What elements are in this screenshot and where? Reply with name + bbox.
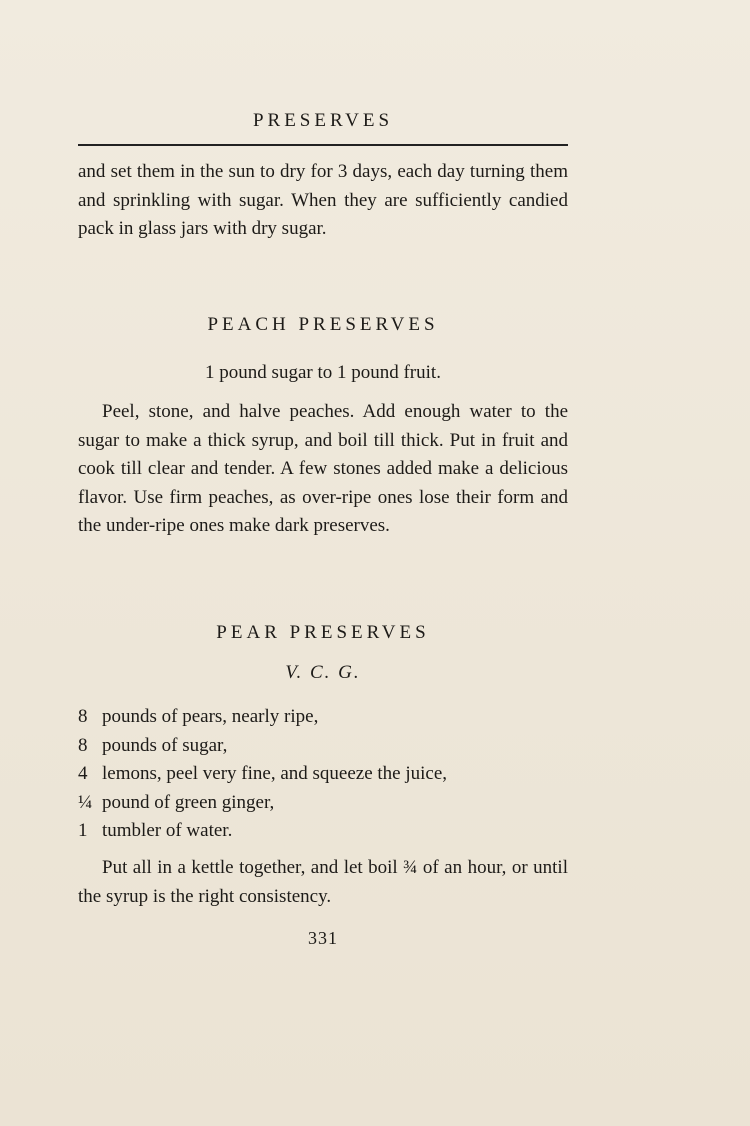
list-item (78, 817, 568, 846)
ingredient-quantity: 8 (78, 706, 88, 727)
running-head: PRESERVES (252, 110, 394, 131)
list-item (78, 789, 568, 818)
pear-preserves-heading: PEAR PRESERVES (216, 622, 430, 643)
ingredient-quantity: 1 (78, 820, 88, 841)
peach-preserves-heading: PEACH PRESERVES (207, 314, 439, 335)
ingredient-quantity: 4 (78, 763, 88, 784)
peach-proportion: 1 pound sugar to 1 pound fruit. (205, 362, 441, 383)
ingredient-quantity: 8 (78, 734, 88, 756)
header-rule (78, 144, 568, 146)
ingredient-text: pounds of pears, nearly ripe, (102, 706, 319, 727)
pear-ingredients-list (78, 703, 568, 846)
list-item (78, 732, 568, 761)
page-number: 331 (308, 928, 338, 948)
ingredient-text: pounds of sugar, (102, 734, 228, 756)
list-item (78, 760, 568, 789)
continuation-paragraph: and set them in the sun to dry for 3 days, each day turning them and sprinkling with sugar. When they are sufficiently candied pack in glass jars with dry sugar. (78, 161, 568, 239)
peach-instructions: Peel, stone, and halve peaches. Add enough water to the sugar to make a thick syrup, and boil till thick. Put in fruit and cook till clear and tender. A few stones added make a delicious flavor. Use firm peaches, as over-ripe ones lose their form and the under-ripe ones make dark preserves. (78, 401, 568, 536)
ingredient-text: lemons, peel very fine, and squeeze the juice, (102, 763, 448, 784)
ingredient-text: tumbler of water. (102, 820, 233, 841)
pear-attribution: V. C. G. (285, 662, 361, 683)
ingredient-text: pound of green ginger, (102, 791, 275, 813)
pear-instructions: Put all in a kettle together, and let boil ¾ of an hour, or until the syrup is the right consistency. (78, 857, 568, 907)
list-item (78, 703, 568, 732)
ingredient-quantity: ¼ (78, 791, 93, 813)
